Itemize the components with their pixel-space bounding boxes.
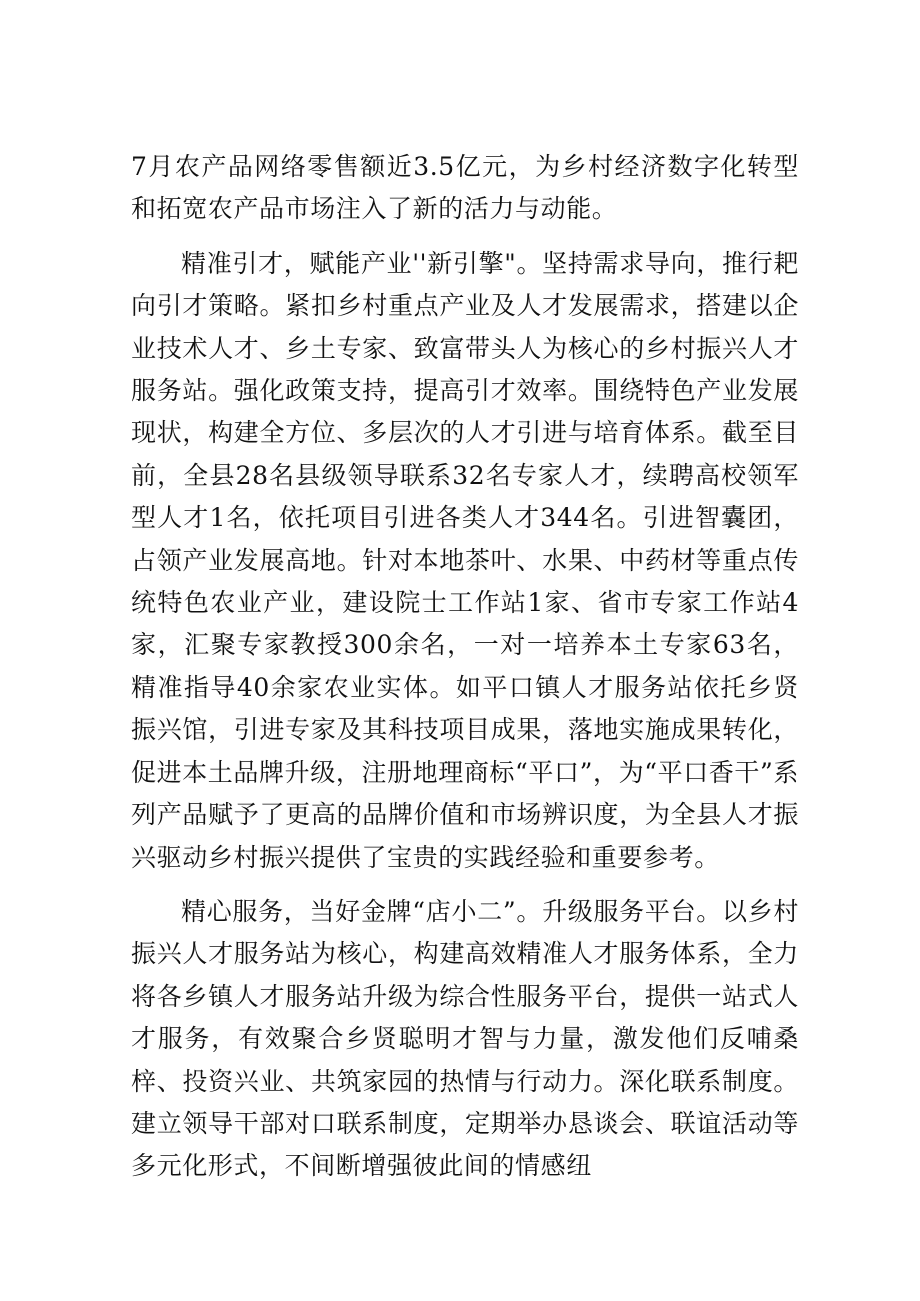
paragraph-talent-service: 精心服务，当好金牌“店小二”。升级服务平台。以乡村振兴人才服务站为核心，构建高效精准人才服务体系，全力将各乡镇人才服务站升级为综合性服务平台，提供一站式人才服务，有效聚合乡贤聪明才智与力量，激发他们反哺桑梓、投资兴业、共筑家园的热情与行动力。深化联系制度。建立领导干部对口联系制度，定期举办恳谈会、联谊活动等多元化形式，不间断增强彼此间的情感纽	[131, 896, 799, 1181]
paragraph-continuation: 7月农产品网络零售额近3.5亿元，为乡村经济数字化转型和拓宽农产品市场注入了新的活力与动能。	[131, 152, 799, 224]
paragraph-talent-attraction: 精准引才，赋能产业''新引擎"。坚持需求导向，推行耙向引才策略。紧扣乡村重点产业及人才发展需求，搭建以企业技术人才、乡土专家、致富带头人为核心的乡村振兴人才服务站。强化政策支持，提高引才效率。围绕特色产业发展现状，构建全方位、多层次的人才引进与培育体系。截至目前，全县28名县级领导联系32名专家人才，续聘高校领军型人才1名，依托项目引进各类人才344名。引进智囊团，占领产业发展高地。针对本地茶叶、水果、中药材等重点传统特色农业产业，建设院士工作站1家、省市专家工作站4家，汇聚专家教授300余名，一对一培养本土专家63名，精准指导40余家农业实体。如平口镇人才服务站依托乡贤振兴馆，引进专家及其科技项目成果，落地实施成果转化，促进本土品牌升级，注册地理商标“平口”，为“平口香干”系列产品赋予了更高的品牌价值和市场辨识度，为全县人才振兴驱动乡村振兴提供了宝贵的实践经验和重要参考。	[131, 248, 799, 872]
document-body	[131, 146, 799, 1188]
